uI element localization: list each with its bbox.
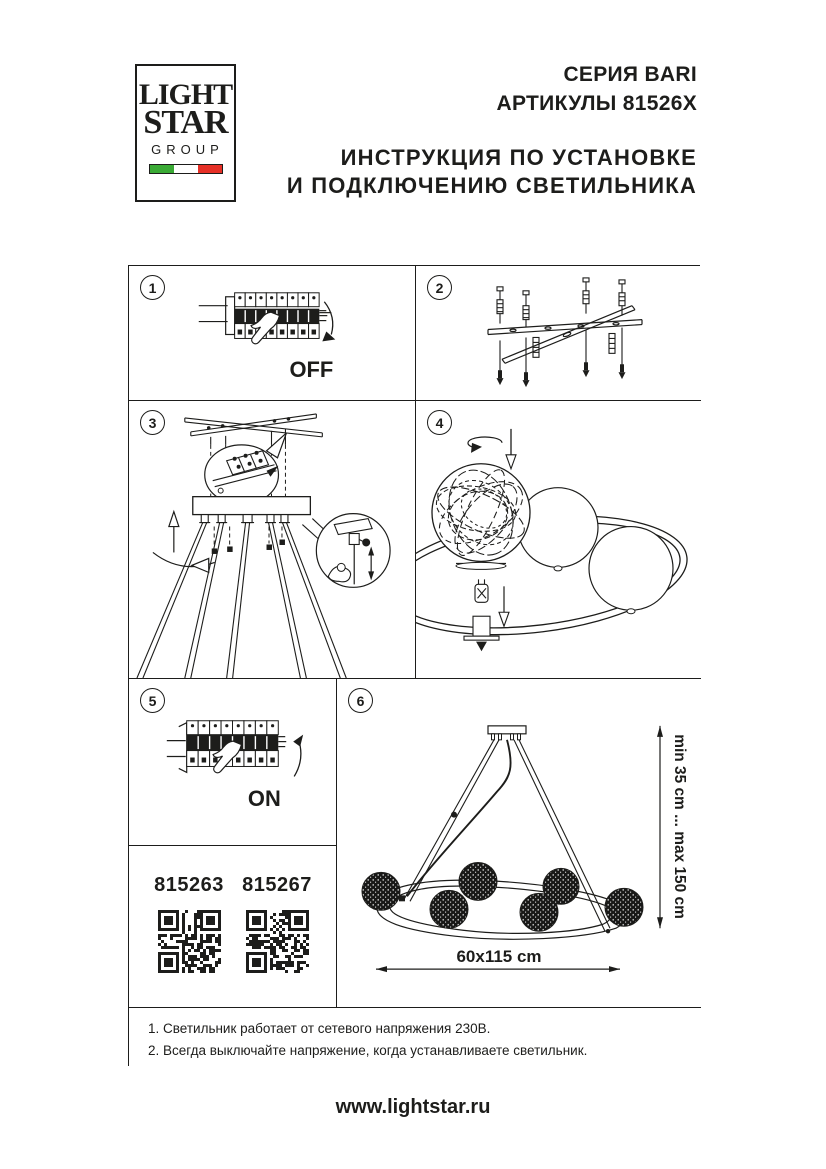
articles-panel — [129, 846, 337, 1008]
lightstar-logo — [135, 64, 236, 202]
logo-word-star: STAR — [143, 104, 228, 141]
step-panel-6 — [337, 679, 701, 1008]
socket-icon — [464, 616, 499, 650]
rotate-arrow-icon — [468, 437, 502, 453]
step-number-badge: 3 — [140, 410, 165, 435]
instruction-title-line1: ИНСТРУКЦИЯ ПО УСТАНОВКЕ — [340, 145, 697, 170]
on-label: ON — [247, 786, 281, 812]
website-url: www.lightstar.ru — [335, 1096, 491, 1118]
italian-flag-icon — [149, 164, 223, 174]
bulb-down-arrow-icon — [499, 586, 509, 626]
step-panel-3 — [129, 401, 416, 679]
height-dimension — [657, 726, 688, 928]
step-number-badge: 5 — [140, 688, 165, 713]
qr-code — [246, 910, 309, 973]
step-panel-1 — [129, 266, 416, 401]
step6-chandelier-illustration — [337, 679, 701, 1007]
note-line-1: 1. Светильник работает от сетевого напряжения 230В. — [148, 1021, 491, 1036]
height-dimension-label: min 35 cm ... max 150 cm — [670, 734, 689, 919]
article-number: 815267 — [242, 874, 312, 896]
oval-frame — [377, 880, 626, 939]
step-panel-2 — [416, 266, 701, 401]
width-dimension — [376, 947, 620, 972]
logo-word-light: LIGHT — [138, 78, 233, 111]
step-panel-5 — [129, 679, 337, 846]
notes-panel — [129, 1008, 701, 1067]
step-number-badge: 6 — [348, 688, 373, 713]
step-panel-4 — [416, 401, 701, 679]
articles-title: АРТИКУЛЫ 81526X — [496, 92, 697, 115]
note-line-2: 2. Всегда выключайте напряжение, когда устанавливаете светильник. — [148, 1042, 588, 1058]
step2-bracket-illustration — [416, 266, 701, 400]
height-adjust-detail — [302, 514, 390, 588]
series-title: СЕРИЯ BARI — [563, 63, 697, 86]
article-number: 815263 — [154, 874, 224, 896]
step1-breaker-off-illustration — [129, 266, 415, 400]
instruction-title-line2: И ПОДКЛЮЧЕНИЮ СВЕТИЛЬНИКА — [286, 173, 697, 198]
article-column — [151, 874, 227, 978]
width-dimension-label: 60x115 cm — [456, 947, 542, 967]
step-number-badge: 4 — [427, 410, 452, 435]
step-number-badge: 2 — [427, 275, 452, 300]
turn-off-arrow-icon — [324, 302, 332, 335]
qr-code — [158, 910, 221, 973]
bulb-icon — [475, 579, 488, 602]
step-number-badge: 1 — [140, 275, 165, 300]
logo-word-group: GROUP — [151, 142, 224, 157]
header — [250, 60, 697, 200]
steps-grid — [128, 265, 700, 1066]
off-label: OFF — [289, 357, 334, 383]
article-column — [239, 874, 315, 978]
insert-arrow-icon — [506, 429, 516, 469]
step3-canopy-illustration — [129, 401, 415, 678]
step4-shade-illustration — [416, 401, 701, 678]
